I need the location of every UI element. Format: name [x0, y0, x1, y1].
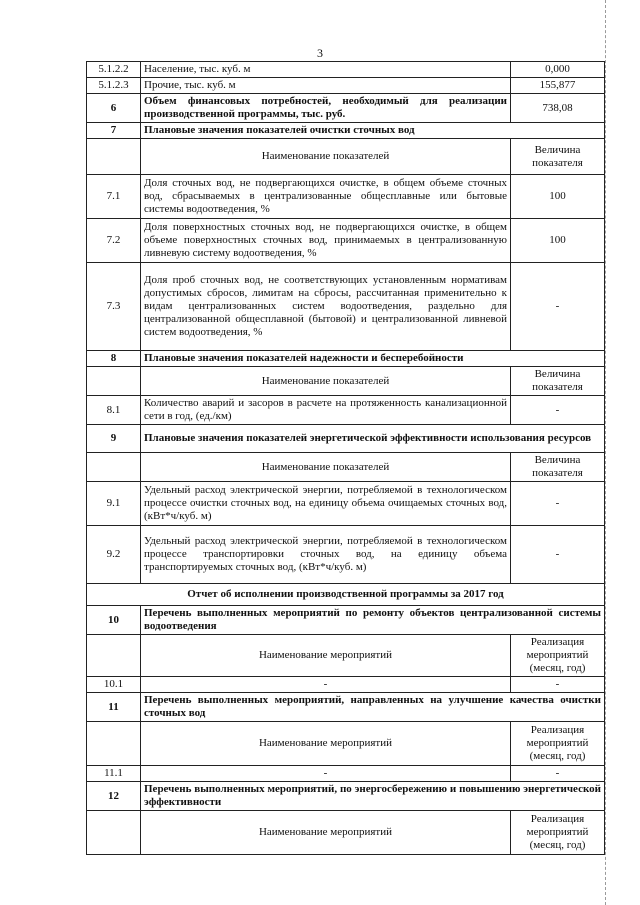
table-row	[87, 606, 605, 635]
table-row	[87, 263, 605, 351]
table-row	[87, 123, 605, 139]
table-row	[87, 482, 605, 526]
indicator-value: 100	[511, 219, 605, 263]
empty-cell	[87, 811, 141, 855]
indicator-value: -	[511, 677, 605, 693]
indicator-name: Доля сточных вод, не подвергающихся очистке, в общем объеме сточных вод, сбрасываемых в централизованные общесплавные или бытовые системы водоотведения, %	[141, 175, 511, 219]
indicator-value: -	[511, 482, 605, 526]
section-number: 11	[87, 693, 141, 722]
column-header-name: Наименование показателей	[141, 453, 511, 482]
section-title: Плановые значения показателей энергетической эффективности использования ресурсов	[141, 425, 605, 453]
row-number: 9.1	[87, 482, 141, 526]
section-number: 8	[87, 351, 141, 367]
column-header-value: Величина показателя	[511, 453, 605, 482]
table-row	[87, 782, 605, 811]
indicator-value: -	[511, 263, 605, 351]
row-number: 7.3	[87, 263, 141, 351]
table-row	[87, 693, 605, 722]
table-row	[87, 584, 605, 606]
indicator-name: Объем финансовых потребностей, необходимый для реализации производственной программы, тыс. руб.	[141, 94, 511, 123]
table-row	[87, 62, 605, 78]
table-body	[87, 62, 605, 855]
column-header-name: Наименование показателей	[141, 367, 511, 396]
row-number: 8.1	[87, 396, 141, 425]
row-number: 5.1.2.2	[87, 62, 141, 78]
indicator-value: -	[511, 766, 605, 782]
table-row	[87, 722, 605, 766]
table-row	[87, 811, 605, 855]
column-header-value: Реализация мероприятий (месяц, год)	[511, 722, 605, 766]
empty-cell	[87, 367, 141, 396]
indicator-value: 0,000	[511, 62, 605, 78]
scan-edge-line	[605, 0, 606, 905]
empty-cell	[87, 453, 141, 482]
row-number: 11.1	[87, 766, 141, 782]
report-title: Отчет об исполнении производственной программы за 2017 год	[87, 584, 605, 606]
table-row	[87, 396, 605, 425]
row-number: 5.1.2.3	[87, 78, 141, 94]
indicator-value: -	[511, 396, 605, 425]
page-number: 3	[317, 46, 323, 60]
section-title: Перечень выполненных мероприятий по ремонту объектов централизованной системы водоотведения	[141, 606, 605, 635]
indicator-value: -	[511, 526, 605, 584]
row-number: 7.2	[87, 219, 141, 263]
table-row	[87, 351, 605, 367]
empty-cell	[87, 139, 141, 175]
table-row	[87, 526, 605, 584]
section-number: 12	[87, 782, 141, 811]
table-row	[87, 78, 605, 94]
indicator-value: 155,877	[511, 78, 605, 94]
column-header-name: Наименование мероприятий	[141, 811, 511, 855]
indicator-name: Доля проб сточных вод, не соответствующих установленным нормативам допустимых сбросов, лимитам на сбросы, рассчитанная применительно к видам централизованных систем водоотведения, раздельно для централизованной общесплавной (бытовой) и централизованной ливневой систем водоотведения, %	[141, 263, 511, 351]
indicator-name: Население, тыс. куб. м	[141, 62, 511, 78]
indicator-name: Удельный расход электрической энергии, потребляемой в технологическом процессе транспортировки сточных вод, на единицу объема транспортируемых сточных вод, (кВт*ч/куб. м)	[141, 526, 511, 584]
section-title: Плановые значения показателей очистки сточных вод	[141, 123, 605, 139]
empty-cell	[87, 635, 141, 677]
section-number: 9	[87, 425, 141, 453]
column-header-value: Реализация мероприятий (месяц, год)	[511, 635, 605, 677]
row-number: 10.1	[87, 677, 141, 693]
column-header-value: Реализация мероприятий (месяц, год)	[511, 811, 605, 855]
indicator-name: Доля поверхностных сточных вод, не подвергающихся очистке, в общем объеме поверхностных сточных вод, принимаемых в централизованную ливневую систему водоотведения, %	[141, 219, 511, 263]
indicator-name: Прочие, тыс. куб. м	[141, 78, 511, 94]
table-row	[87, 453, 605, 482]
column-header-value: Величина показателя	[511, 139, 605, 175]
production-program-table	[86, 61, 605, 855]
table-row	[87, 677, 605, 693]
empty-cell	[87, 722, 141, 766]
row-number: 9.2	[87, 526, 141, 584]
table-row	[87, 635, 605, 677]
indicator-name: -	[141, 677, 511, 693]
table-row	[87, 425, 605, 453]
column-header-value: Величина показателя	[511, 367, 605, 396]
section-title: Перечень выполненных мероприятий, по энергосбережению и повышению энергетической эффективности	[141, 782, 605, 811]
table-row	[87, 175, 605, 219]
indicator-value: 100	[511, 175, 605, 219]
indicator-name: -	[141, 766, 511, 782]
indicator-name: Удельный расход электрической энергии, потребляемой в технологическом процессе очистки сточных вод, на единицу объема очищаемых сточных вод, (кВт*ч/куб. м)	[141, 482, 511, 526]
indicator-value: 738,08	[511, 94, 605, 123]
section-number: 7	[87, 123, 141, 139]
indicator-name: Количество аварий и засоров в расчете на протяженность канализационной сети в год, (ед./км)	[141, 396, 511, 425]
table-row	[87, 219, 605, 263]
table-row	[87, 139, 605, 175]
row-number: 7.1	[87, 175, 141, 219]
section-title: Плановые значения показателей надежности и бесперебойности	[141, 351, 605, 367]
column-header-name: Наименование мероприятий	[141, 722, 511, 766]
table-row	[87, 94, 605, 123]
section-number: 10	[87, 606, 141, 635]
table-row	[87, 367, 605, 396]
column-header-name: Наименование показателей	[141, 139, 511, 175]
row-number: 6	[87, 94, 141, 123]
table-row	[87, 766, 605, 782]
column-header-name: Наименование мероприятий	[141, 635, 511, 677]
section-title: Перечень выполненных мероприятий, направленных на улучшение качества очистки сточных вод	[141, 693, 605, 722]
